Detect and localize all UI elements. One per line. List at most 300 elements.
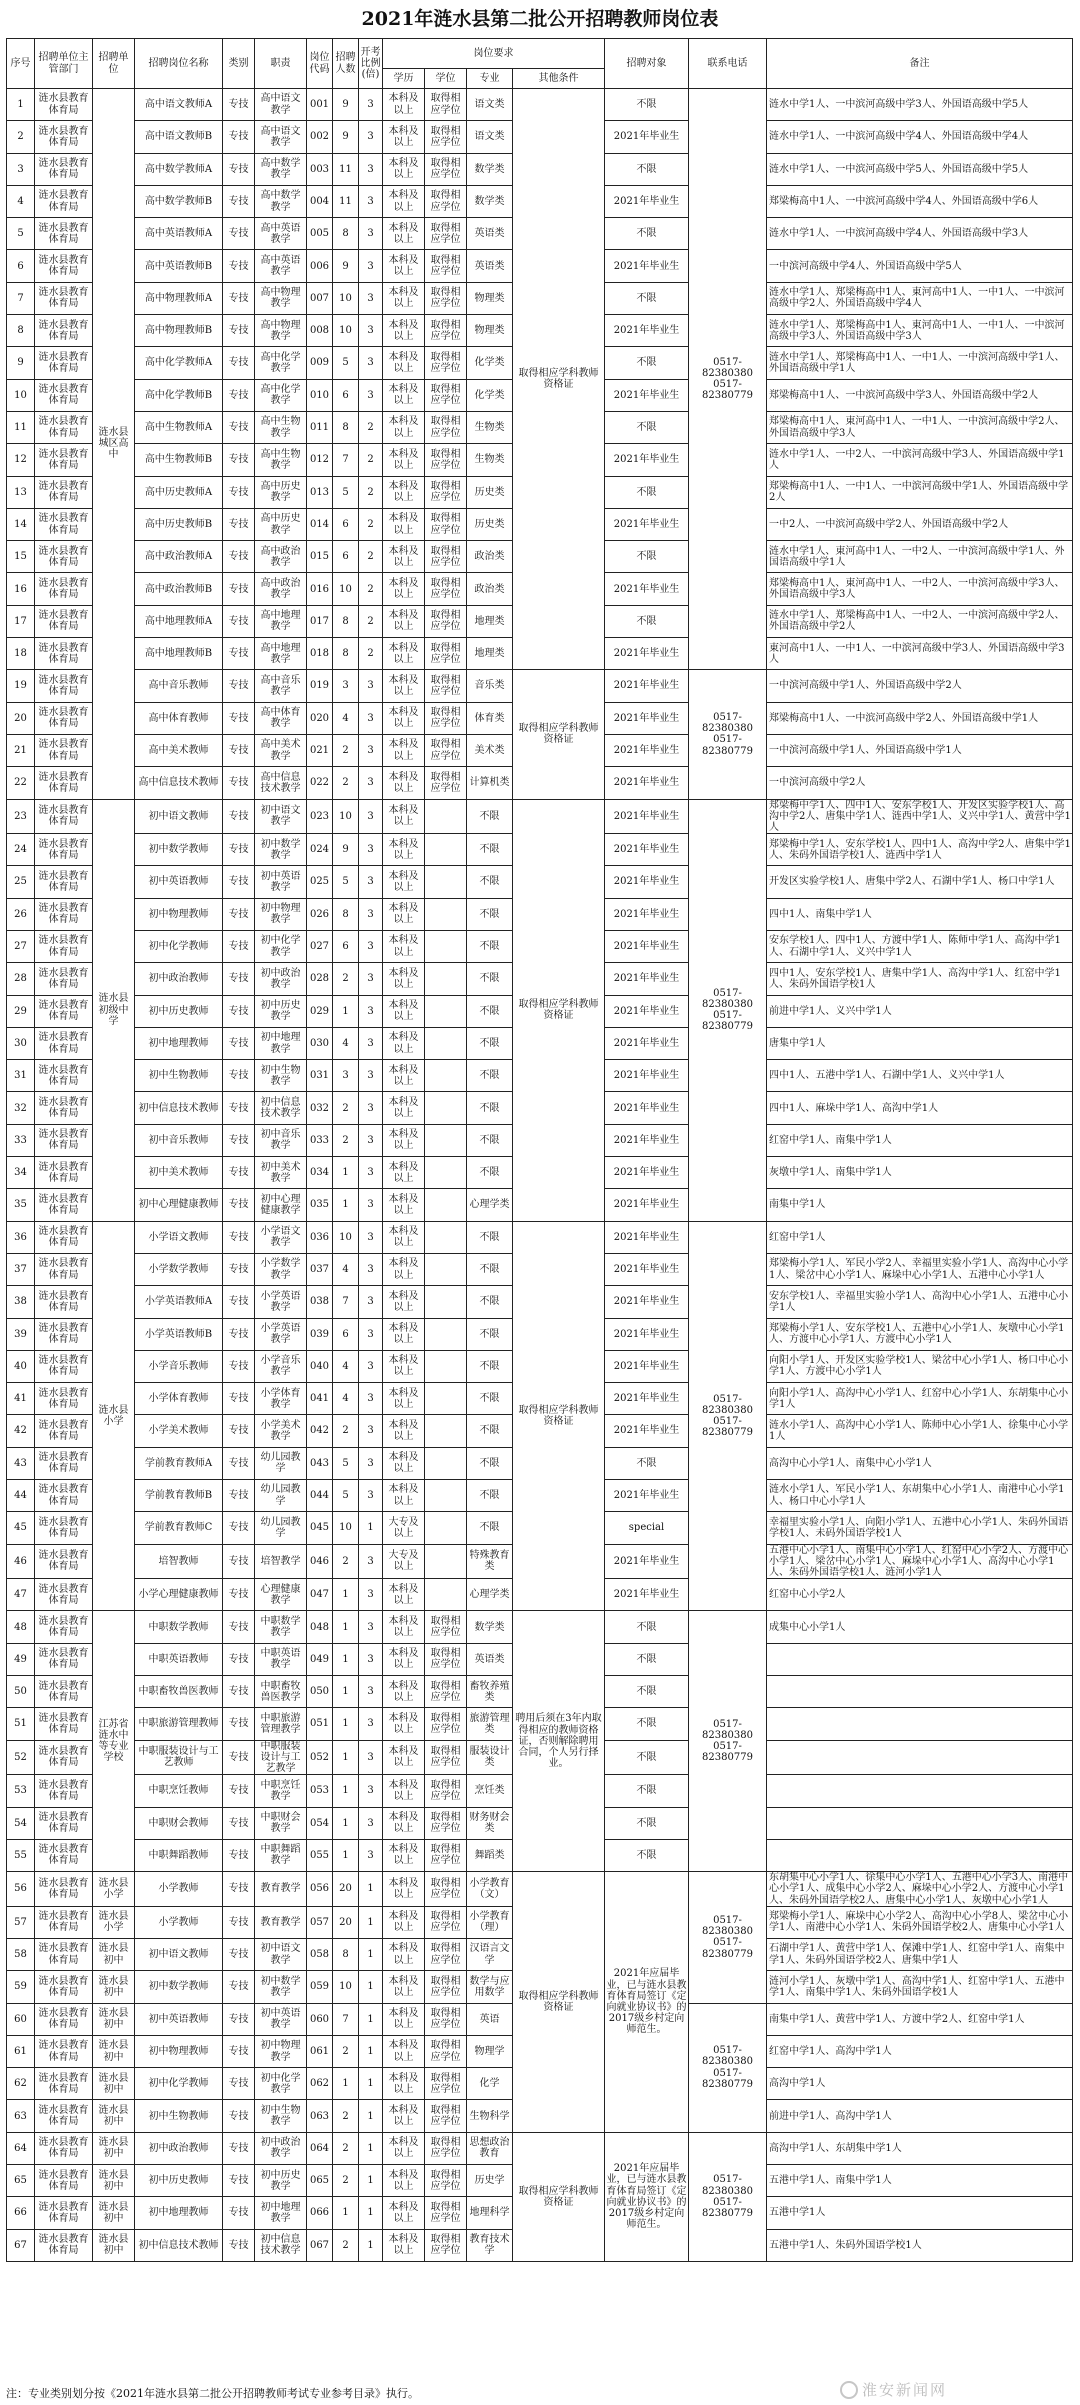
cell-position: 高中英语教师A (135, 218, 223, 250)
cell-duty: 高中历史教学 (255, 508, 307, 540)
cell-duty: 幼儿园教学 (255, 1512, 307, 1544)
cell-seq: 28 (7, 963, 35, 995)
cell-edu: 本科及以上 (383, 2197, 425, 2229)
cell-dept: 涟水县教育体育局 (35, 1383, 93, 1415)
cell-position: 初中物理教师 (135, 898, 223, 930)
cell-num: 2 (333, 1092, 359, 1124)
cell-note: 开发区实验学校1人、唐集中学2人、石湖中学1人、杨口中学1人 (767, 866, 1073, 898)
cell-phone: 0517-82380380 0517-82380779 (689, 1611, 767, 1872)
cell-num: 9 (333, 121, 359, 153)
cell-num: 9 (333, 89, 359, 121)
cell-degree (425, 995, 467, 1027)
cell-type: 专技 (223, 1611, 255, 1643)
cell-type: 专技 (223, 1971, 255, 2003)
cell-code: 041 (307, 1383, 333, 1415)
cell-edu: 本科及以上 (383, 1221, 425, 1253)
cell-duty: 初中信息技术教学 (255, 2229, 307, 2261)
cell-edu: 本科及以上 (383, 1286, 425, 1318)
cell-target: 不限 (605, 1775, 689, 1807)
cell-phone: 0517-82380380 0517-82380779 (689, 1872, 767, 2003)
cell-type: 专技 (223, 1775, 255, 1807)
cell-note: 涟水中学1人、郑梁梅高中1人、一中1人、一中滨河高级中学1人、外国语高级中学1人 (767, 347, 1073, 379)
cell-ratio: 3 (359, 1708, 383, 1740)
cell-num: 2 (333, 734, 359, 766)
cell-ratio: 2 (359, 573, 383, 605)
cell-degree: 取得相应学位 (425, 1938, 467, 1970)
cell-code: 049 (307, 1643, 333, 1675)
cell-num: 3 (333, 670, 359, 702)
cell-major: 生物类 (467, 444, 513, 476)
cell-code: 047 (307, 1579, 333, 1611)
cell-seq: 39 (7, 1318, 35, 1350)
cell-note: 高沟中学1人、东胡集中学1人 (767, 2132, 1073, 2164)
cell-code: 034 (307, 1157, 333, 1189)
cell-unit: 涟水县城区高中 (93, 89, 135, 800)
cell-duty: 高中数学教学 (255, 153, 307, 185)
cell-dept: 涟水县教育体育局 (35, 2100, 93, 2132)
cell-note: 一中滨河高级中学4人、外国语高级中学5人 (767, 250, 1073, 282)
cell-degree: 取得相应学位 (425, 2100, 467, 2132)
cell-dept: 涟水县教育体育局 (35, 898, 93, 930)
cell-position: 小学心理健康教师 (135, 1579, 223, 1611)
page-title: 2021年涟水县第二批公开招聘教师岗位表 (361, 8, 719, 30)
cell-seq: 35 (7, 1189, 35, 1221)
cell-num: 5 (333, 476, 359, 508)
cell-target: 2021年应届毕业，已与涟水县教育体育局签订《定向就业协议书》的2017级乡村定向师范生。 (605, 1872, 689, 2133)
cell-code: 051 (307, 1708, 333, 1740)
cell-major: 思想政治教育 (467, 2132, 513, 2164)
cell-ratio: 3 (359, 930, 383, 962)
cell-unit: 涟水县初中 (93, 2165, 135, 2197)
cell-major: 不限 (467, 1124, 513, 1156)
cell-seq: 48 (7, 1611, 35, 1643)
cell-ratio: 3 (359, 1157, 383, 1189)
cell-note: 红窑中学1人 (767, 1221, 1073, 1253)
cell-target: 不限 (605, 282, 689, 314)
cell-note (767, 1643, 1073, 1675)
header-code: 岗位代码 (307, 39, 333, 89)
cell-code: 009 (307, 347, 333, 379)
cell-code: 024 (307, 834, 333, 866)
cell-major: 生物类 (467, 411, 513, 443)
cell-position: 中职舞蹈教师 (135, 1839, 223, 1871)
cell-dept: 涟水县教育体育局 (35, 444, 93, 476)
cell-seq: 34 (7, 1157, 35, 1189)
cell-target: 不限 (605, 1839, 689, 1871)
cell-edu: 本科及以上 (383, 1708, 425, 1740)
cell-other: 取得相应学科教师资格证 (513, 799, 605, 1221)
cell-ratio: 3 (359, 379, 383, 411)
cell-type: 专技 (223, 605, 255, 637)
cell-position: 小学英语教师B (135, 1318, 223, 1350)
cell-ratio: 1 (359, 1938, 383, 1970)
cell-degree (425, 1383, 467, 1415)
cell-duty: 高中语文教学 (255, 89, 307, 121)
cell-seq: 15 (7, 541, 35, 573)
cell-dept: 涟水县教育体育局 (35, 2003, 93, 2035)
cell-position: 高中数学教师B (135, 185, 223, 217)
cell-seq: 59 (7, 1971, 35, 2003)
cell-degree: 取得相应学位 (425, 2229, 467, 2261)
cell-ratio: 3 (359, 963, 383, 995)
cell-note: 涟水小学1人、军民小学1人、东胡集中心小学1人、南港中心小学1人、杨口中心小学1人 (767, 1480, 1073, 1512)
cell-type: 专技 (223, 1027, 255, 1059)
cell-major: 不限 (467, 1447, 513, 1479)
cell-other: 取得相应学科教师资格证 (513, 1221, 605, 1611)
cell-type: 专技 (223, 866, 255, 898)
cell-code: 054 (307, 1807, 333, 1839)
cell-target: 2021年毕业生 (605, 1480, 689, 1512)
cell-code: 008 (307, 315, 333, 347)
cell-ratio: 1 (359, 2100, 383, 2132)
cell-seq: 12 (7, 444, 35, 476)
cell-position: 初中英语教师 (135, 2003, 223, 2035)
cell-degree: 取得相应学位 (425, 315, 467, 347)
cell-major: 地理类 (467, 638, 513, 670)
cell-ratio: 3 (359, 1415, 383, 1447)
cell-num: 4 (333, 1253, 359, 1285)
cell-type: 专技 (223, 1676, 255, 1708)
cell-type: 专技 (223, 670, 255, 702)
cell-dept: 涟水县教育体育局 (35, 963, 93, 995)
cell-ratio: 3 (359, 1480, 383, 1512)
cell-num: 2 (333, 1124, 359, 1156)
cell-edu: 本科及以上 (383, 1480, 425, 1512)
cell-major: 语文类 (467, 89, 513, 121)
cell-ratio: 3 (359, 866, 383, 898)
cell-major: 不限 (467, 1415, 513, 1447)
cell-degree: 取得相应学位 (425, 1906, 467, 1938)
cell-ratio: 3 (359, 89, 383, 121)
cell-edu: 本科及以上 (383, 2068, 425, 2100)
cell-unit: 涟水县小学 (93, 1872, 135, 1907)
header-phone: 联系电话 (689, 39, 767, 89)
cell-ratio: 2 (359, 444, 383, 476)
cell-unit: 涟水县初中 (93, 2068, 135, 2100)
cell-major: 物理类 (467, 315, 513, 347)
cell-position: 初中数学教师 (135, 1971, 223, 2003)
cell-dept: 涟水县教育体育局 (35, 1676, 93, 1708)
cell-ratio: 3 (359, 1839, 383, 1871)
cell-type: 专技 (223, 995, 255, 1027)
cell-ratio: 3 (359, 121, 383, 153)
cell-type: 专技 (223, 1807, 255, 1839)
cell-duty: 初中政治教学 (255, 2132, 307, 2164)
cell-duty: 高中政治教学 (255, 541, 307, 573)
cell-dept: 涟水县教育体育局 (35, 121, 93, 153)
cell-code: 058 (307, 1938, 333, 1970)
cell-ratio: 3 (359, 799, 383, 834)
cell-code: 053 (307, 1775, 333, 1807)
cell-num: 1 (333, 1189, 359, 1221)
cell-other: 取得相应学科教师资格证 (513, 670, 605, 799)
cell-major: 小学教育（理） (467, 1906, 513, 1938)
cell-type: 专技 (223, 379, 255, 411)
cell-code: 048 (307, 1611, 333, 1643)
cell-duty: 小学美术教学 (255, 1415, 307, 1447)
cell-target: 2021年毕业生 (605, 995, 689, 1027)
cell-major: 畜牧养殖类 (467, 1676, 513, 1708)
cell-type: 专技 (223, 1221, 255, 1253)
cell-type: 专技 (223, 1286, 255, 1318)
cell-major: 不限 (467, 1060, 513, 1092)
cell-major: 物理学 (467, 2035, 513, 2067)
cell-type: 专技 (223, 898, 255, 930)
cell-ratio: 1 (359, 2229, 383, 2261)
cell-note (767, 1740, 1073, 1775)
cell-edu: 本科及以上 (383, 89, 425, 121)
cell-ratio: 3 (359, 315, 383, 347)
cell-ratio: 1 (359, 2003, 383, 2035)
cell-position: 中职英语教师 (135, 1643, 223, 1675)
cell-ratio: 3 (359, 898, 383, 930)
cell-position: 中职财会教师 (135, 1807, 223, 1839)
cell-note: 南集中学1人 (767, 1189, 1073, 1221)
cell-ratio: 3 (359, 1253, 383, 1285)
cell-target: 不限 (605, 605, 689, 637)
cell-ratio: 3 (359, 185, 383, 217)
cell-duty: 高中地理教学 (255, 605, 307, 637)
cell-code: 023 (307, 799, 333, 834)
cell-position: 高中化学教师B (135, 379, 223, 411)
cell-note: 一中滨河高级中学1人、外国语高级中学1人 (767, 734, 1073, 766)
cell-major: 不限 (467, 963, 513, 995)
cell-position: 高中物理教师B (135, 315, 223, 347)
cell-position: 初中历史教师 (135, 995, 223, 1027)
cell-type: 专技 (223, 2035, 255, 2067)
cell-seq: 43 (7, 1447, 35, 1479)
cell-unit: 涟水县初中 (93, 2100, 135, 2132)
cell-duty: 初中政治教学 (255, 963, 307, 995)
cell-note: 前进中学1人、高沟中学1人 (767, 2100, 1073, 2132)
cell-num: 5 (333, 347, 359, 379)
cell-note: 四中1人、南集中学1人 (767, 898, 1073, 930)
cell-target: 2021年毕业生 (605, 508, 689, 540)
cell-code: 022 (307, 767, 333, 799)
cell-duty: 中职英语教学 (255, 1643, 307, 1675)
cell-ratio: 3 (359, 1350, 383, 1382)
cell-major: 心理学类 (467, 1579, 513, 1611)
cell-seq: 51 (7, 1708, 35, 1740)
cell-num: 2 (333, 2035, 359, 2067)
cell-major: 语文类 (467, 121, 513, 153)
cell-note: 涟水中学1人、一中滨河高级中学3人、外国语高级中学5人 (767, 89, 1073, 121)
cell-edu: 本科及以上 (383, 638, 425, 670)
cell-position: 小学音乐教师 (135, 1350, 223, 1382)
cell-position: 高中信息技术教师 (135, 767, 223, 799)
cell-edu: 本科及以上 (383, 218, 425, 250)
cell-target: 不限 (605, 89, 689, 121)
cell-position: 高中历史教师B (135, 508, 223, 540)
cell-type: 专技 (223, 834, 255, 866)
cell-ratio: 3 (359, 1027, 383, 1059)
cell-code: 062 (307, 2068, 333, 2100)
cell-position: 初中地理教师 (135, 2197, 223, 2229)
cell-code: 006 (307, 250, 333, 282)
cell-num: 1 (333, 1708, 359, 1740)
cell-target: 2021年毕业生 (605, 866, 689, 898)
cell-edu: 本科及以上 (383, 1092, 425, 1124)
cell-major: 音乐类 (467, 670, 513, 702)
cell-major: 不限 (467, 1157, 513, 1189)
header-requirements: 岗位要求 (383, 39, 605, 69)
cell-dept: 涟水县教育体育局 (35, 995, 93, 1027)
cell-seq: 5 (7, 218, 35, 250)
cell-degree: 取得相应学位 (425, 1839, 467, 1871)
cell-note: 向阳小学1人、开发区实验学校1人、梁岔中心小学1人、杨口中心小学1人、方渡中心小学1人 (767, 1350, 1073, 1382)
table-row (7, 2132, 1073, 2164)
cell-position: 初中美术教师 (135, 1157, 223, 1189)
cell-position: 初中历史教师 (135, 2165, 223, 2197)
cell-dept: 涟水县教育体育局 (35, 834, 93, 866)
cell-note: 红窑中心小学2人 (767, 1579, 1073, 1611)
cell-dept: 涟水县教育体育局 (35, 2132, 93, 2164)
cell-dept: 涟水县教育体育局 (35, 1447, 93, 1479)
cell-note: 郑梁梅中学1人、四中1人、安东学校1人、开发区实验学校1人、高沟中学2人、唐集中学1人、涟西中学1人、义兴中学1人、黄营中学1人 (767, 799, 1073, 834)
cell-seq: 25 (7, 866, 35, 898)
cell-type: 专技 (223, 1480, 255, 1512)
cell-degree: 取得相应学位 (425, 1643, 467, 1675)
cell-target: 不限 (605, 1807, 689, 1839)
cell-position: 高中语文教师A (135, 89, 223, 121)
cell-seq: 17 (7, 605, 35, 637)
cell-code: 063 (307, 2100, 333, 2132)
cell-seq: 40 (7, 1350, 35, 1382)
cell-dept: 涟水县教育体育局 (35, 1643, 93, 1675)
cell-degree: 取得相应学位 (425, 734, 467, 766)
cell-degree: 取得相应学位 (425, 1872, 467, 1907)
cell-seq: 7 (7, 282, 35, 314)
cell-ratio: 3 (359, 347, 383, 379)
cell-duty: 教育教学 (255, 1906, 307, 1938)
cell-degree (425, 1415, 467, 1447)
cell-edu: 本科及以上 (383, 2003, 425, 2035)
cell-note: 郑梁梅高中1人、一中滨河高级中学3人、外国语高级中学2人 (767, 379, 1073, 411)
cell-target: 2021年毕业生 (605, 1544, 689, 1579)
cell-major: 数学类 (467, 1611, 513, 1643)
cell-seq: 62 (7, 2068, 35, 2100)
cell-target: 2021年毕业生 (605, 930, 689, 962)
cell-num: 2 (333, 1544, 359, 1579)
cell-major: 计算机类 (467, 767, 513, 799)
cell-code: 001 (307, 89, 333, 121)
cell-degree: 取得相应学位 (425, 411, 467, 443)
cell-degree: 取得相应学位 (425, 702, 467, 734)
cell-code: 043 (307, 1447, 333, 1479)
cell-position: 高中政治教师A (135, 541, 223, 573)
cell-edu: 本科及以上 (383, 1775, 425, 1807)
cell-note: 红窑中学1人、南集中学1人 (767, 1124, 1073, 1156)
cell-dept: 涟水县教育体育局 (35, 670, 93, 702)
cell-duty: 小学语文教学 (255, 1221, 307, 1253)
cell-duty: 初中生物教学 (255, 1060, 307, 1092)
cell-code: 011 (307, 411, 333, 443)
cell-edu: 本科及以上 (383, 963, 425, 995)
cell-ratio: 3 (359, 1060, 383, 1092)
cell-edu: 本科及以上 (383, 834, 425, 866)
cell-ratio: 3 (359, 1124, 383, 1156)
cell-num: 6 (333, 930, 359, 962)
cell-target: 2021年毕业生 (605, 250, 689, 282)
cell-ratio: 3 (359, 250, 383, 282)
cell-position: 初中语文教师 (135, 799, 223, 834)
cell-edu: 本科及以上 (383, 121, 425, 153)
cell-degree: 取得相应学位 (425, 670, 467, 702)
cell-edu: 本科及以上 (383, 250, 425, 282)
cell-major: 不限 (467, 1350, 513, 1382)
cell-degree: 取得相应学位 (425, 2003, 467, 2035)
cell-code: 021 (307, 734, 333, 766)
cell-note: 一中滨河高级中学2人 (767, 767, 1073, 799)
header-num: 招聘人数 (333, 39, 359, 89)
cell-position: 初中音乐教师 (135, 1124, 223, 1156)
cell-seq: 18 (7, 638, 35, 670)
cell-ratio: 1 (359, 1971, 383, 2003)
cell-major: 不限 (467, 1286, 513, 1318)
cell-code: 015 (307, 541, 333, 573)
cell-ratio: 2 (359, 605, 383, 637)
cell-target: 2021年毕业生 (605, 315, 689, 347)
cell-edu: 本科及以上 (383, 185, 425, 217)
cell-type: 专技 (223, 250, 255, 282)
cell-num: 20 (333, 1906, 359, 1938)
watermark (840, 2378, 1070, 2402)
cell-type: 专技 (223, 1350, 255, 1382)
cell-ratio: 3 (359, 767, 383, 799)
cell-ratio: 3 (359, 702, 383, 734)
cell-target: 2021年毕业生 (605, 1318, 689, 1350)
cell-edu: 本科及以上 (383, 1060, 425, 1092)
cell-type: 专技 (223, 89, 255, 121)
cell-edu: 本科及以上 (383, 930, 425, 962)
cell-major: 不限 (467, 834, 513, 866)
cell-seq: 46 (7, 1544, 35, 1579)
cell-position: 初中政治教师 (135, 963, 223, 995)
cell-position: 高中地理教师B (135, 638, 223, 670)
cell-edu: 大专及以上 (383, 1512, 425, 1544)
cell-type: 专技 (223, 2229, 255, 2261)
cell-target: 2021年应届毕业，已与涟水县教育体育局签订《定向就业协议书》的2017级乡村定向师范生。 (605, 2132, 689, 2261)
cell-num: 10 (333, 573, 359, 605)
cell-ratio: 3 (359, 995, 383, 1027)
cell-target: 不限 (605, 153, 689, 185)
cell-duty: 幼儿园教学 (255, 1447, 307, 1479)
cell-code: 046 (307, 1544, 333, 1579)
cell-position: 培智教师 (135, 1544, 223, 1579)
cell-degree (425, 1350, 467, 1382)
cell-num: 2 (333, 2132, 359, 2164)
cell-ratio: 3 (359, 1740, 383, 1775)
cell-ratio: 3 (359, 1579, 383, 1611)
cell-duty: 中职旅游管理教学 (255, 1708, 307, 1740)
cell-dept: 涟水县教育体育局 (35, 541, 93, 573)
cell-type: 专技 (223, 2100, 255, 2132)
header-ratio: 开考比例(倍) (359, 39, 383, 89)
cell-edu: 本科及以上 (383, 2132, 425, 2164)
cell-ratio: 2 (359, 638, 383, 670)
cell-duty: 高中体育教学 (255, 702, 307, 734)
cell-seq: 55 (7, 1839, 35, 1871)
cell-edu: 本科及以上 (383, 1611, 425, 1643)
cell-type: 专技 (223, 930, 255, 962)
cell-duty: 高中生物教学 (255, 444, 307, 476)
cell-edu: 本科及以上 (383, 444, 425, 476)
cell-degree: 取得相应学位 (425, 1807, 467, 1839)
cell-note: 五港中心小学1人、南集中心小学1人、红窑中心小学2人、方渡中心小学1人、梁岔中心小学1人、麻垛中心小学1人、高沟中心小学1人、朱码外国语学校1人、涟河小学1人 (767, 1544, 1073, 1579)
cell-seq: 58 (7, 1938, 35, 1970)
cell-unit: 涟水县初中 (93, 1938, 135, 1970)
cell-ratio: 3 (359, 1221, 383, 1253)
